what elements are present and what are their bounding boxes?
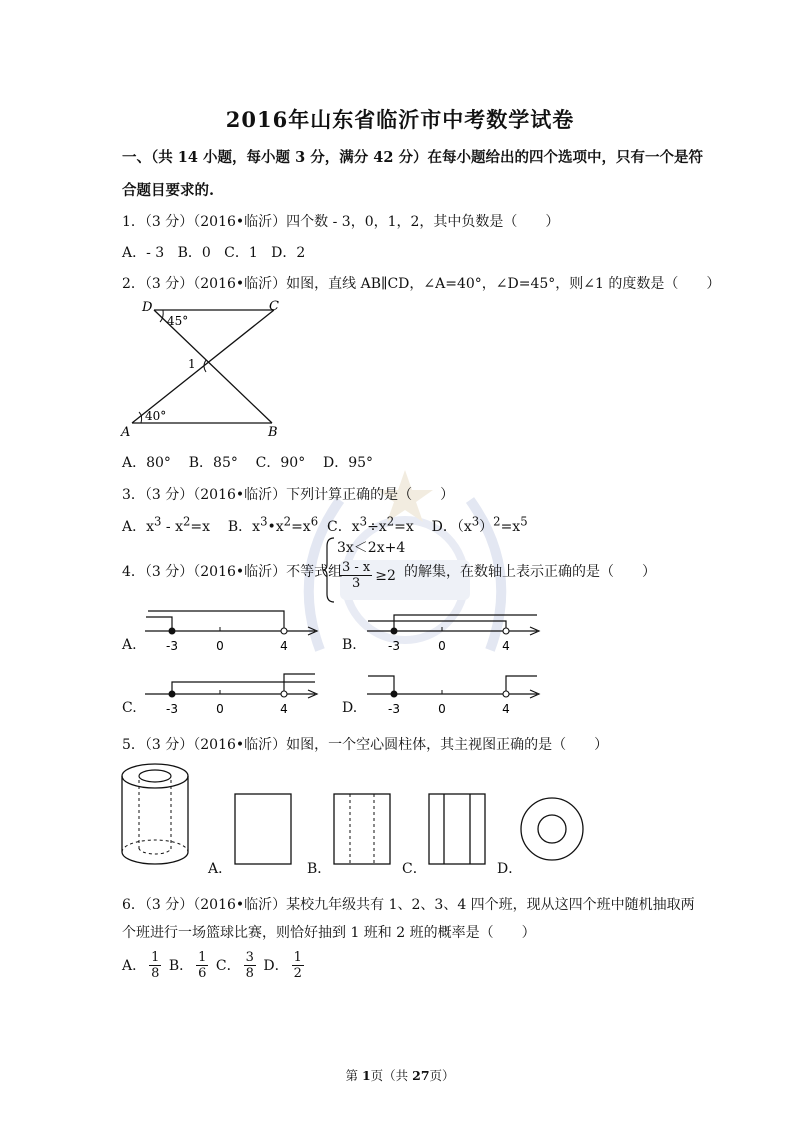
tick-label: 0 [216, 639, 224, 653]
q5-hollow-cylinder-figure [118, 762, 198, 872]
q2-option-b: B．85° [188, 455, 238, 471]
q4-option-d-label: D. [342, 700, 358, 716]
q5-option-d-figure [518, 795, 586, 863]
q5-option-c-label: C． [402, 861, 427, 877]
q4-option-c-label: C. [122, 700, 137, 716]
solution-ray [148, 611, 284, 631]
point-minus-3 [391, 691, 397, 697]
solution-ray [368, 676, 394, 694]
question-4-text-after: 的解集，在数轴上表示正确的是（ ） [404, 564, 656, 580]
tick-label: 4 [280, 702, 288, 716]
q4-number-line-b [362, 605, 547, 660]
q4-option-b-label: B. [342, 637, 357, 653]
question-5-text: 5．（3 分）（2016•临沂）如图，一个空心圆柱体，其主视图正确的是（ ） [122, 737, 609, 753]
q3-option-c: C．$x^3\div x^2=x$ [327, 514, 414, 535]
q4-system-brace [322, 536, 336, 604]
solution-ray [172, 682, 315, 694]
q3-option-d: D．$(x^3)^2=x^5$ [431, 514, 528, 535]
q5-option-b-figure [333, 793, 393, 868]
q4-ineq2-denominator: 3 [351, 576, 361, 591]
question-6-line2: 个班进行一场篮球比赛，则恰好抽到 1 班和 2 班的概率是（ ） [122, 925, 536, 941]
q3-option-b: B．$x^3•x^2=x^6$ [227, 514, 319, 535]
q5-option-a-label: A． [208, 861, 233, 877]
question-1-options [122, 242, 305, 262]
tick-label: 0 [438, 702, 446, 716]
q4-ineq2-relation: ≥2 [375, 568, 396, 584]
section-heading-line2: 合题目要求的. [122, 182, 215, 199]
section-heading-line1: 一、（共 14 小题，每小题 3 分，满分 42 分）在每小题给出的四个选项中，只有一个是符 [122, 149, 703, 166]
tick-label: 0 [216, 702, 224, 716]
question-2-text: 2．（3 分）（2016•临沂）如图，直线 AB∥CD，∠A=40°，∠D=45°，则∠1 的度数是（ ） [122, 276, 721, 292]
tick-label: -3 [388, 639, 400, 653]
q2-angle-a-label: 40° [145, 409, 167, 423]
q2-parallel-lines-figure [118, 298, 298, 443]
q5-option-b-label: B． [307, 861, 332, 877]
q6-option-d: D． $\frac{1}{2}$ [263, 950, 302, 981]
q1-option-d: D．2 [271, 245, 306, 261]
q4-option-a-label: A. [122, 637, 137, 653]
tick-label: -3 [388, 702, 400, 716]
tick-label: -3 [166, 702, 178, 716]
q2-label-d: D [142, 300, 153, 315]
page-title: 2016年山东省临沂市中考数学试卷 [225, 107, 575, 132]
q4-number-line-d [362, 668, 547, 723]
point-minus-3 [391, 628, 397, 634]
q2-option-c: C．90° [255, 455, 306, 471]
question-6-line1: 6．（3 分）（2016•临沂）某校九年级共有 1、2、3、4 四个班，现从这四个班中随机抽取两 [122, 897, 695, 913]
q2-option-d: D．95° [323, 455, 374, 471]
tick-label: 4 [502, 639, 510, 653]
tick-label: -3 [166, 639, 178, 653]
question-3-text: 3．（3 分）（2016•临沂）下列计算正确的是（ ） [122, 487, 455, 503]
q2-label-b: B [268, 425, 278, 440]
q2-angle-d-label: 45° [167, 314, 189, 328]
q6-option-a: A． $\frac{1}{8}$ [122, 950, 160, 981]
question-6-options [122, 950, 307, 981]
solution-ray [146, 617, 172, 631]
q1-option-b: B．0 [177, 245, 211, 261]
q5-option-d-label: D． [497, 861, 523, 877]
point-4 [503, 628, 509, 634]
tick-label: 4 [502, 702, 510, 716]
point-4 [503, 691, 509, 697]
tick-label: 0 [438, 639, 446, 653]
q4-inequality-2 [337, 560, 396, 591]
point-4 [281, 628, 287, 634]
q4-inequality-1: 3x＜2x+4 [337, 540, 406, 556]
solution-ray [368, 621, 506, 631]
q5-option-c-figure [428, 793, 488, 868]
question-4-text-before: 4．（3 分）（2016•临沂）不等式组 [122, 564, 343, 580]
point-4 [281, 691, 287, 697]
tick-label: 4 [280, 639, 288, 653]
q1-option-a: A．- 3 [122, 245, 165, 261]
question-2-options [122, 452, 373, 472]
point-minus-3 [169, 691, 175, 697]
total-page-count: 27 [412, 1068, 430, 1083]
q4-number-line-c [140, 668, 325, 723]
q1-option-c: C．1 [224, 245, 258, 261]
current-page-number: 1 [361, 1068, 371, 1083]
point-minus-3 [169, 628, 175, 634]
solution-ray [394, 615, 537, 631]
q5-option-a-figure [234, 793, 294, 868]
q3-option-a: A．$x^3 - x^2=x$ [122, 514, 211, 535]
q2-label-a: A [121, 425, 131, 440]
question-1-text: 1．（3 分）（2016•临沂）四个数 - 3，0，1，2，其中负数是（ ） [122, 214, 560, 230]
q2-label-c: C [269, 299, 279, 314]
q4-number-line-a [140, 605, 325, 660]
question-3-options [122, 514, 528, 536]
q6-option-b: B． $\frac{1}{6}$ [168, 950, 207, 981]
q4-ineq2-numerator: 3 - x [342, 560, 371, 575]
q6-option-c: C． $\frac{3}{8}$ [215, 950, 254, 981]
q2-angle-1-label: 1 [188, 357, 196, 371]
page-footer: 第 1页（共 27页） [345, 1068, 455, 1083]
q2-option-a: A．80° [122, 455, 171, 471]
